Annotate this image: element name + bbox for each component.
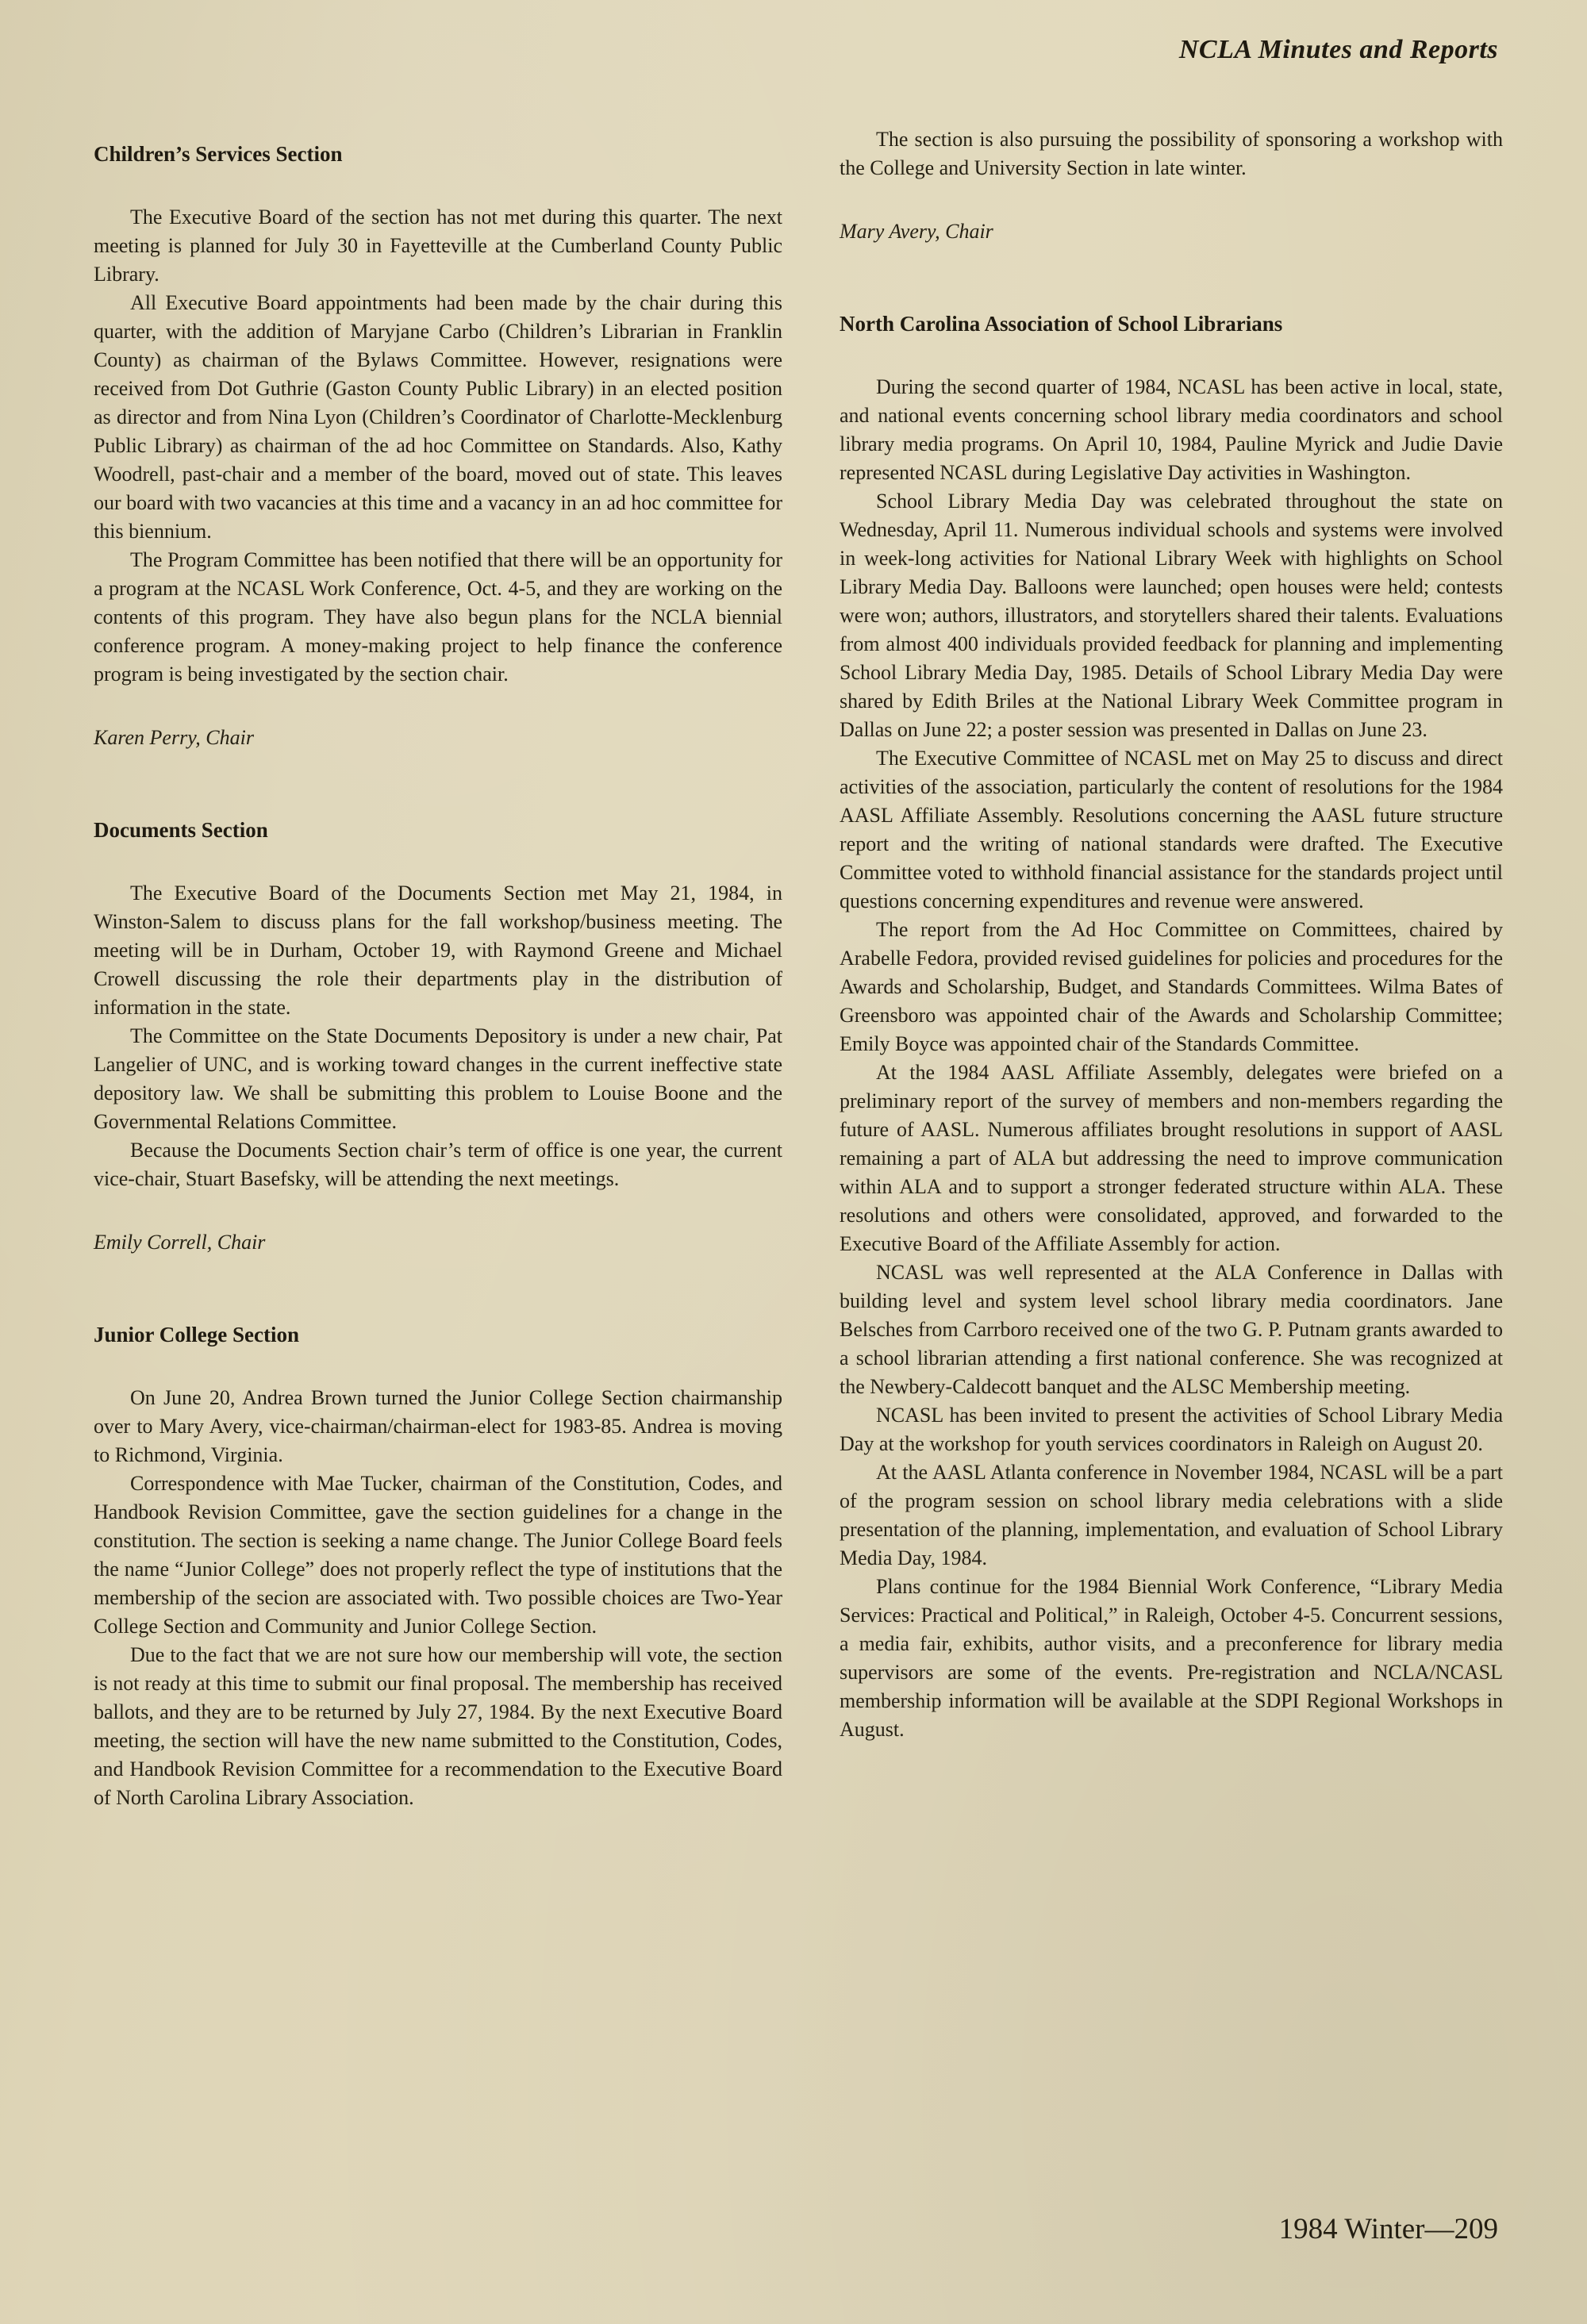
body-paragraph: Correspondence with Mae Tucker, chairman of the Constitution, Codes, and Handbook Revision Committee, gave the section guidelines for a change in the constitution. The section is seeking a name change. The Junior College Board feels the name “Junior College” does not properly reflect the type of institutions that the membership of the secion are associated with. Two possible choices are Two-Year College Section and Community and Junior College Section. (94, 1472, 782, 1638)
body-paragraph: At the 1984 AASL Affiliate Assembly, delegates were briefed on a preliminary report of the survey of members and non-members regarding the future of AASL. Numerous affiliates brought resolutions in support of AASL remaining a part of ALA but addressing the need to improve communication within ALA and to support a stronger federated structure within ALA. These resolutions and others were consolidated, approved, and forwarded to the Executive Board of the Affiliate Assembly for action. (840, 1061, 1503, 1255)
body-paragraph: The Executive Board of the section has not met during this quarter. The next meeting is planned for July 30 in Fayetteville at the Cumberland County Public Library. (94, 206, 782, 286)
body-paragraph: School Library Media Day was celebrated throughout the state on Wednesday, April 11. Numerous individual schools and systems were involved in week-long activities for National Library Week with highlights on School Library Media Day. Balloons were launched; open houses were held; contests were won; authors, illustrators, and storytellers shared their talents. Evaluations from almost 400 individuals provided feedback for planning and implementing School Library Media Day, 1985. Details of School Library Media Day were shared by Edith Briles at the National Library Week Committee program in Dallas on June 22; a poster session was presented in Dallas on June 23. (840, 490, 1503, 741)
signature: Emily Correll, Chair (94, 1231, 266, 1254)
body-paragraph: The section is also pursuing the possibility of sponsoring a workshop with the College and University Section in late winter. (840, 128, 1503, 179)
body-paragraph: Due to the fact that we are not sure how our membership will vote, the section is not ready at this time to submit our final proposal. The membership has received ballots, and they are to be returned by July 27, 1984. By the next Executive Board meeting, the section will have the new name submitted to the Constitution, Codes, and Handbook Revision Committee for a recommendation to the Executive Board of North Carolina Library Association. (94, 1643, 782, 1809)
body-paragraph: The Committee on the State Documents Depository is under a new chair, Pat Langelier of UNC, and is working toward changes in the current ineffective state depository law. We shall be submitting this problem to Louise Boone and the Governmental Relations Committee. (94, 1024, 782, 1133)
body-paragraph: On June 20, Andrea Brown turned the Junior College Section chairmanship over to Mary Avery, vice-chairman/chairman-elect for 1983-85. Andrea is moving to Richmond, Virginia. (94, 1386, 782, 1466)
body-paragraph: Because the Documents Section chair’s term of office is one year, the current vice-chair, Stuart Basefsky, will be attending the next meetings. (94, 1139, 782, 1190)
body-paragraph: NCASL has been invited to present the activities of School Library Media Day at the workshop for youth services coordinators in Raleigh on August 20. (840, 1404, 1503, 1455)
section-heading: Documents Section (94, 818, 268, 842)
body-paragraph: During the second quarter of 1984, NCASL has been active in local, state, and national events concerning school library media coordinators and school library media programs. On April 10, 1984, Pauline Myrick and Judie Davie represented NCASL during Legislative Day activities in Washington. (840, 375, 1503, 484)
right-column (840, 125, 1503, 1744)
body-paragraph: NCASL was well represented at the ALA Conference in Dallas with building level and system level school library media coordinators. Jane Belsches from Carrboro received one of the two G. P. Putnam grants awarded to a school librarian attending a first national conference. She was recognized at the Newbery-Caldecott banquet and the ALSC Membership meeting. (840, 1261, 1503, 1398)
body-paragraph: The Executive Board of the Documents Section met May 21, 1984, in Winston-Salem to discuss plans for the fall workshop/business meeting. The meeting will be in Durham, October 19, with Raymond Greene and Michael Crowell discussing the role their departments play in the distribution of information in the state. (94, 882, 782, 1019)
body-paragraph: The report from the Ad Hoc Committee on Committees, chaired by Arabelle Fedora, provided revised guidelines for policies and procedures for the Awards and Scholarship, Budget, and Standards Committees. Wilma Bates of Greensboro was appointed chair of the Awards and Scholarship Committee; Emily Boyce was appointed chair of the Standards Committee. (840, 918, 1503, 1055)
signature: Mary Avery, Chair (840, 220, 993, 243)
signature: Karen Perry, Chair (94, 726, 254, 749)
body-paragraph: At the AASL Atlanta conference in November 1984, NCASL will be a part of the program session on school library media celebrations with a slide presentation of the planning, implementation, and evaluation of School Library Media Day, 1984. (840, 1461, 1503, 1569)
body-paragraph: Plans continue for the 1984 Biennial Work Conference, “Library Media Services: Practical and Political,” in Raleigh, October 4-5. Concurrent sessions, a media fair, exhibits, author visits, and a preconference for library media supervisors are some of the events. Pre-registration and NCLA/NCASL membership information will be available at the SDPI Regional Workshops in August. (840, 1575, 1503, 1741)
body-paragraph: The Program Committee has been notified that there will be an opportunity for a program at the NCASL Work Conference, Oct. 4-5, and they are working on the contents of this program. They have also begun plans for the NCLA biennial conference program. A money-making project to help finance the conference program is being investigated by the section chair. (94, 548, 782, 686)
body-paragraph: All Executive Board appointments had been made by the chair during this quarter, with the addition of Maryjane Carbo (Children’s Librarian in Franklin County) as chairman of the Bylaws Committee. However, resignations were received from Dot Guthrie (Gaston County Public Library) in an elected position as director and from Nina Lyon (Children’s Coordinator of Charlotte-Mecklenburg Public Library) as chairman of the ad hoc Committee on Standards. Also, Kathy Woodrell, past-chair and a member of the board, moved out of state. This leaves our board with two vacancies at this time and a vacancy in an ad hoc committee for this biennium. (94, 291, 782, 543)
left-column (94, 140, 782, 1812)
section-heading: North Carolina Association of School Librarians (840, 312, 1283, 336)
page-footer: 1984 Winter—209 (1278, 2213, 1498, 2245)
body-paragraph: The Executive Committee of NCASL met on May 25 to discuss and direct activities of the association, particularly the content of resolutions for the 1984 AASL Affiliate Assembly. Resolutions concerning the AASL future structure report and the writing of national standards were drafted. The Executive Committee voted to withhold financial assistance for the standards project until questions concerning expenditures and revenue were answered. (840, 747, 1503, 912)
section-heading: Junior College Section (94, 1323, 299, 1346)
running-header: NCLA Minutes and Reports (1178, 35, 1498, 64)
section-heading: Children’s Services Section (94, 142, 343, 166)
